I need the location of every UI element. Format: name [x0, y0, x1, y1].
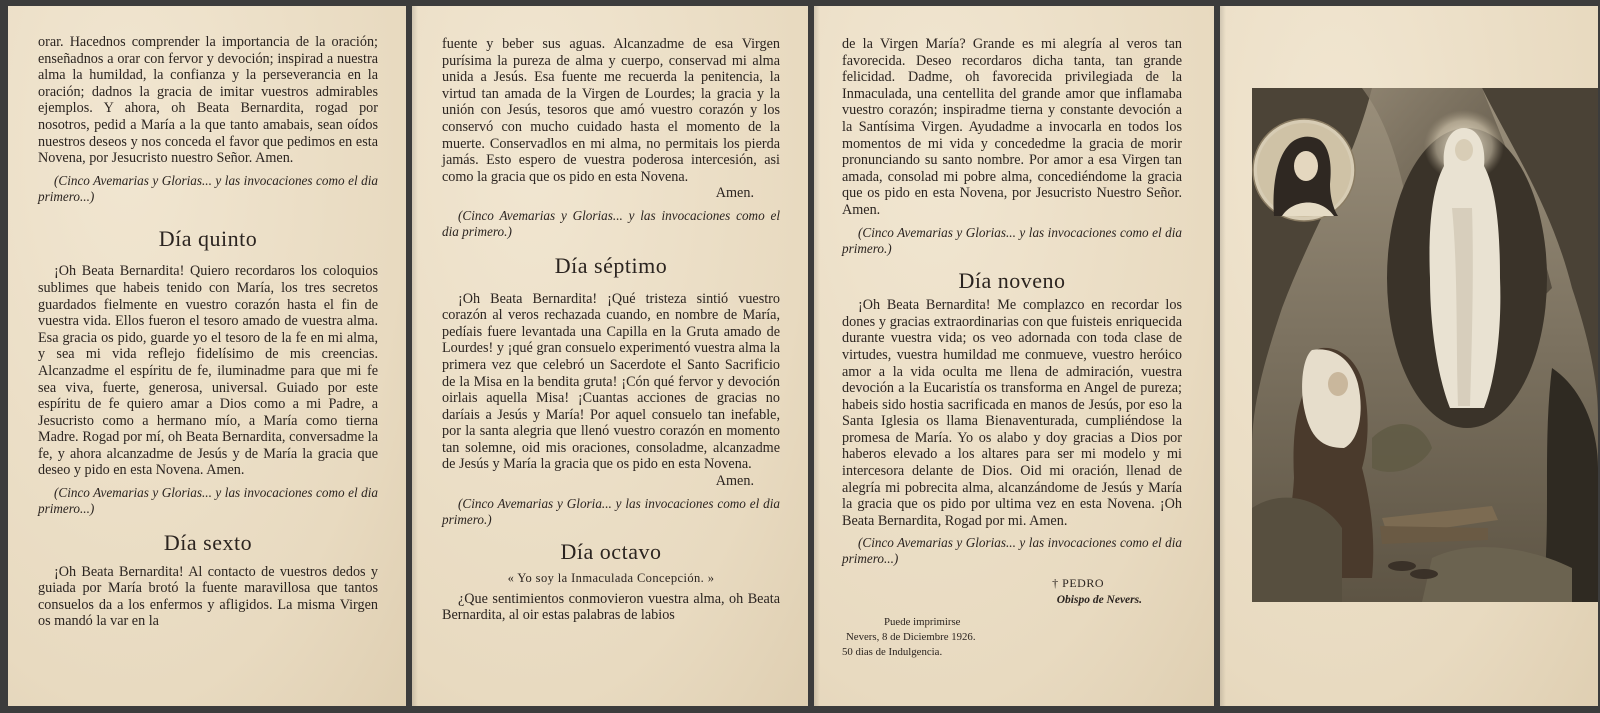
text-column — [842, 36, 1182, 660]
amen: Amen. — [715, 185, 754, 202]
signature-block — [842, 575, 1182, 608]
signature-title: Obispo de Nevers. — [1056, 594, 1142, 607]
rubric: (Cinco Avemarias y Gloria... y las invocaciones como el dia primero.) — [442, 495, 780, 527]
day-heading: Día sexto — [163, 530, 253, 556]
paragraph: ¡Oh Beata Bernardita! Me complazco en recordar los dones y gracias extraordinarias con que fuisteis enriquecida durante vuestra vida; os veo adornada con toda clase de virtudes, vuestra humildad me conmueve, vuestro heróico amor a la vida oculta me llena de admiración, vuestra devoción a la Eucaristía os transforma en Angel de pureza; habeis sido hostia sacrificada en manos de Jesús, por eso la Santa Iglesia os llama Bienaventurada, cumpliéndose la promesa de María. Yo os alabo y doy gracias a Dios por haberos elevado a los altares para ser mi modelo y mi intercesora delante de Dios. Oid mi oración, llenad de alegría mi pobrecita alma, alcanzándome de Jesús y María la gracia que os pido por ultima vez en esta Novena. ¡Oh Beata Bernardita, Rogad por mi. Amen. — [842, 297, 1182, 529]
page-panel-4 — [1220, 6, 1598, 706]
rubric: (Cinco Avemarias y Glorias... y las invocaciones como el dia primero.) — [442, 207, 780, 239]
fold-shadow — [412, 6, 418, 706]
amen: Amen. — [715, 473, 754, 490]
grotto-scene-image — [1252, 88, 1598, 602]
page-panel-1 — [8, 6, 406, 706]
text-column — [38, 34, 378, 630]
page-panel-2 — [412, 6, 808, 706]
imprimatur-line: Nevers, 8 de Diciembre 1926. — [846, 630, 976, 643]
imprimatur-line: 50 dias de Indulgencia. — [842, 645, 943, 658]
imprimatur-line: Puede imprimirse — [884, 615, 961, 628]
day-heading: Día quinto — [158, 225, 258, 251]
quote: « Yo soy la Inmaculada Concepción. » — [507, 571, 715, 586]
paragraph: de la Virgen María? Grande es mi alegría al veros tan favorecida. Deseo recordaros dicha tanta, tan grande felicidad. Dadme, oh favorecida privilegiada de la Inmaculada, una centellita del grande amor que inflamaba vuestro corazón; inspiradme tierna y constante devoción a la Santísima Virgen. Ayudadme a invocarla en todos los momentos de mi vida y concededme la gracia de morir pronunciando su santo nombre. Por amor a esa Virgen tan amada, consolad mi pobre alma, concediéndome la gracia que os pido en esta Novena, por Jesucristo Nuestro Señor. Amen. — [842, 36, 1182, 218]
rubric: (Cinco Avemarias y Glorias... y las invocaciones como el dia primero.) — [842, 224, 1182, 256]
imprimatur — [842, 615, 1182, 660]
text-column — [442, 36, 780, 624]
paragraph: orar. Hacednos comprender la importancia de la oración; enseñadnos a orar con fervor y devoción; inspirad a nuestra alma la humildad, la confianza y la perseverancia en la oración; dadnos la gracia de imitar vuestros admirables ejemplos. Y ahora, oh Beata Bernardita, rogad por nosotros, pedid a María a la que tanto amabais, sean oídos nuestros deseos y nos conceda el favor que pedimos en esta Novena, por Jesucristo nuestro Señor. Amen. — [38, 34, 378, 167]
paragraph: ¡Oh Beata Bernardita! Al contacto de vuestros dedos y guiada por María brotó la fuente maravillosa que tantos consuelos da a los enfermos y afligidos. La misma Virgen os mandó la var en la — [38, 563, 378, 630]
rubric: (Cinco Avemarias y Glorias... y las invocaciones como el dia primero...) — [38, 172, 378, 204]
paragraph: ¿Que sentimientos conmovieron vuestra alma, oh Beata Bernardita, al oir estas palabras de labios — [442, 590, 780, 624]
paragraph: ¡Oh Beata Bernardita! ¡Qué tristeza sintió vuestro corazón al veros rechazada cuando, en nombre de María, pedíais fuere levantada una Capilla en la Gruta amado de Lourdes! y ¡qué gran consuelo experimentó vuestra alma la primera vez que celebró un Sacerdote el Santo Sacrificio de la Misa en la bendita gruta! ¡Cón qué fervor y devoción oirlais aquella Misa! ¡Cuantas acciones de gracias no daríais a Jesús y María! Por aquel consuelo tan inefable, por la santa alegria que llenó vuestro corazón en momento tan solemne, oid mis oraciones, consoladme, alcanzadme de Jesús y María la gracia que os pido en esta Novena. — [442, 290, 780, 473]
fold-shadow — [814, 6, 820, 706]
day-heading: Día noveno — [958, 267, 1066, 293]
page-panel-3 — [814, 6, 1214, 706]
paragraph: fuente y beber sus aguas. Alcanzadme de esa Virgen purísima la pureza de alma y cuerpo, conservad mi alma unida a Jesús. Esa fuente me recuerda la penitencia, la virtud tan amada de la Virgen de Lourdes; la gracia y la unión con Jesús, tesoros que amó vuestro corazón y los conservó con mucho cuidado hasta el momento de la muerte. Conservadlos en mi alma, no permitais los pierda jamás. Esto espero de vuestra poderosa intercesión, asi como la gracia que os pido en esta Novena. — [442, 36, 780, 185]
rubric: (Cinco Avemarias y Glorias... y las invocaciones como el dia primero...) — [38, 485, 378, 517]
paragraph: ¡Oh Beata Bernardita! Quiero recordaros los coloquios sublimes que habeis tenido con María, los tres secretos guardados fielmente en vuestro corazón hasta el fin de vuestra vida. Ellos fueron el tesoro amado de vuestra alma. Esa gracia os pido, guarde yo el tesoro de la fe en mi alma, y sea mi vida reflejo fidelísimo de mis creencias. Alcanzadme el espíritu de fe, iluminadme para que mi fe sea viva, fuerte, generosa, universal. Guiado por este espíritu de fe quiero amar a Dios como a mi Padre, a Jesucristo como a hermano mío, a María como tierna Madre. Rogad por mí, oh Beata Bernardita, conversadme la fe, y ahora alcanzadme de Jesús y de María la gracia que deseo y pido en esta Novena. Amen. — [38, 263, 378, 479]
day-heading: Día octavo — [560, 538, 662, 564]
fold-shadow — [1220, 6, 1226, 706]
grotto-illustration — [1252, 88, 1598, 602]
day-heading: Día séptimo — [554, 252, 668, 278]
signature-name: † PEDRO — [1052, 576, 1104, 591]
rubric: (Cinco Avemarias y Glorias... y las invocaciones como el dia primero...) — [842, 535, 1182, 567]
